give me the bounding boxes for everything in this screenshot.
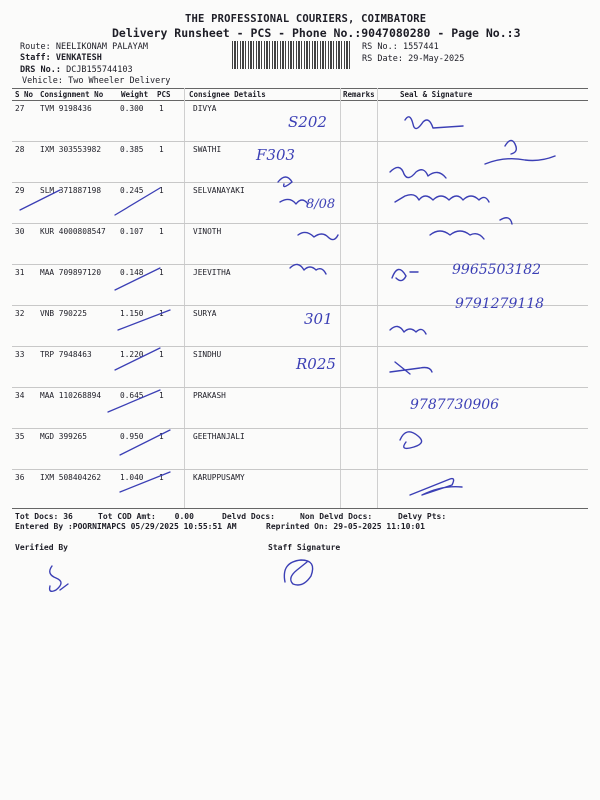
row-weight: 1.150 [120,309,144,318]
drs-label: DRS No.: [20,65,61,75]
row-sno: 32 [15,309,25,318]
row-sno: 31 [15,268,25,277]
tot-cod-label: Tot COD Amt: [98,512,156,521]
row-pcs: 1 [159,391,164,400]
row-pcs: 1 [159,104,164,113]
col-header-seal: Seal & Signature [400,90,473,99]
rs-date-line [362,54,464,64]
handwritten-remark-28: F303 [256,146,296,164]
col-header-sno: S No [15,90,34,99]
delvd-docs-label: Delvd Docs: [222,512,275,521]
row-consignment: IXM 303553982 [40,145,102,154]
row-pcs: 1 [159,350,164,359]
row-weight: 0.385 [120,145,144,154]
pen-tick-marks [10,180,190,510]
verified-signature [40,560,80,596]
handwritten-remark-32: 301 [304,310,333,328]
row-sno: 29 [15,186,25,195]
drs-value: DCJB155744103 [66,65,133,75]
non-delvd-docs-label: Non Delvd Docs: [300,512,373,521]
rs-no-value: 1557441 [402,42,439,52]
row-consignment: TRP 7948463 [40,350,92,359]
drs-line [20,65,133,75]
row-consignment: KUR 4000808547 [40,227,106,236]
tot-docs-label: Tot Docs: [15,512,59,521]
row-sno: 27 [15,104,25,113]
verified-by-label: Verified By [15,543,68,552]
row-consignee: JEEVITHA [193,268,231,277]
row-pcs: 1 [159,227,164,236]
vehicle-label: Vehicle: [22,76,63,86]
row-consignee: VINOTH [193,227,222,236]
staff-value: VENKATESH [55,53,102,63]
runsheet-subtitle: Delivery Runsheet - PCS - Phone No.:9047080280 - Page No.:3 [112,26,521,40]
table-header-rule [12,100,588,101]
row-consignment: TVM 9198436 [40,104,92,113]
row-consignment: MAA 110268894 [40,391,102,400]
vehicle-value: Two Wheeler Delivery [68,76,171,86]
row-pcs: 1 [159,309,164,318]
row-consignee: KARUPPUSAMY [193,473,245,482]
tot-cod [98,512,194,521]
row-weight: 1.040 [120,473,144,482]
row-sno: 33 [15,350,25,359]
row-consignee: PRAKASH [193,391,226,400]
row-pcs: 1 [159,145,164,154]
table-top-rule [12,88,588,89]
row-pcs: 1 [159,268,164,277]
handwritten-phone-32: 9791279118 [455,296,545,312]
row-consignee: SINDHU [193,350,222,359]
rs-no-line [362,42,439,52]
row-sno: 36 [15,473,25,482]
row-weight: 0.245 [120,186,144,195]
entered-by: Entered By :POORNIMAPCS 05/29/2025 10:55:51 AM [15,522,237,531]
row-consignment: MGD 399265 [40,432,87,441]
staff-line [20,53,102,63]
row-consignment: MAA 709897120 [40,268,102,277]
handwritten-remark-33: R025 [296,355,336,373]
signature-scribbles [260,110,590,510]
staff-signature-label: Staff Signature [268,543,341,552]
row-consignee: GEETHANJALI [193,432,245,441]
handwritten-phone-34: 9787730906 [410,397,500,413]
row-weight: 0.950 [120,432,144,441]
row-consignee: SWATHI [193,145,222,154]
row-weight: 0.300 [120,104,144,113]
handwritten-remark-29: 8/08 [306,197,336,212]
vehicle-line [22,76,170,86]
route-label: Route: [20,42,51,52]
tot-docs [15,512,73,521]
handwritten-phone-31: 9965503182 [452,262,542,278]
reprinted-on: Reprinted On: 29-05-2025 11:10:01 [266,522,425,531]
staff-label: Staff: [20,53,51,63]
rs-date-value: 29-May-2025 [408,54,465,64]
row-weight: 1.220 [120,350,144,359]
row-sno: 30 [15,227,25,236]
col-header-consignment: Consignment No [40,90,104,99]
delvy-pts-label: Delvy Pts: [398,512,447,521]
row-pcs: 1 [159,473,164,482]
handwritten-remark-27: S202 [288,113,327,131]
col-header-pcs: PCS [157,90,171,99]
tot-docs-value: 36 [63,512,73,521]
row-sno: 28 [15,145,25,154]
row-consignee: SURYA [193,309,217,318]
row-weight: 0.148 [120,268,144,277]
row-weight: 0.645 [120,391,144,400]
row-sno: 34 [15,391,25,400]
row-pcs: 1 [159,186,164,195]
company-title: THE PROFESSIONAL COURIERS, COIMBATORE [185,13,427,25]
row-consignee: DIVYA [193,104,217,113]
row-pcs: 1 [159,432,164,441]
row-consignment: IXM 508404262 [40,473,102,482]
col-header-weight: Weight [121,90,149,99]
row-consignment: SLM 371887198 [40,186,102,195]
rs-date-label: RS Date: [362,54,403,64]
row-consignment: VNB 790225 [40,309,87,318]
route-value: NEELIKONAM PALAYAM [55,42,148,52]
staff-signature [275,552,325,592]
rs-no-label: RS No.: [362,42,398,52]
col-header-consignee: Consignee Details [189,90,266,99]
row-weight: 0.107 [120,227,144,236]
route-line [20,42,148,52]
tot-cod-value: 0.00 [174,512,194,521]
row-consignee: SELVANAYAKI [193,186,245,195]
row-sno: 35 [15,432,25,441]
barcode-image [232,41,350,69]
col-header-remarks: Remarks [343,90,375,99]
